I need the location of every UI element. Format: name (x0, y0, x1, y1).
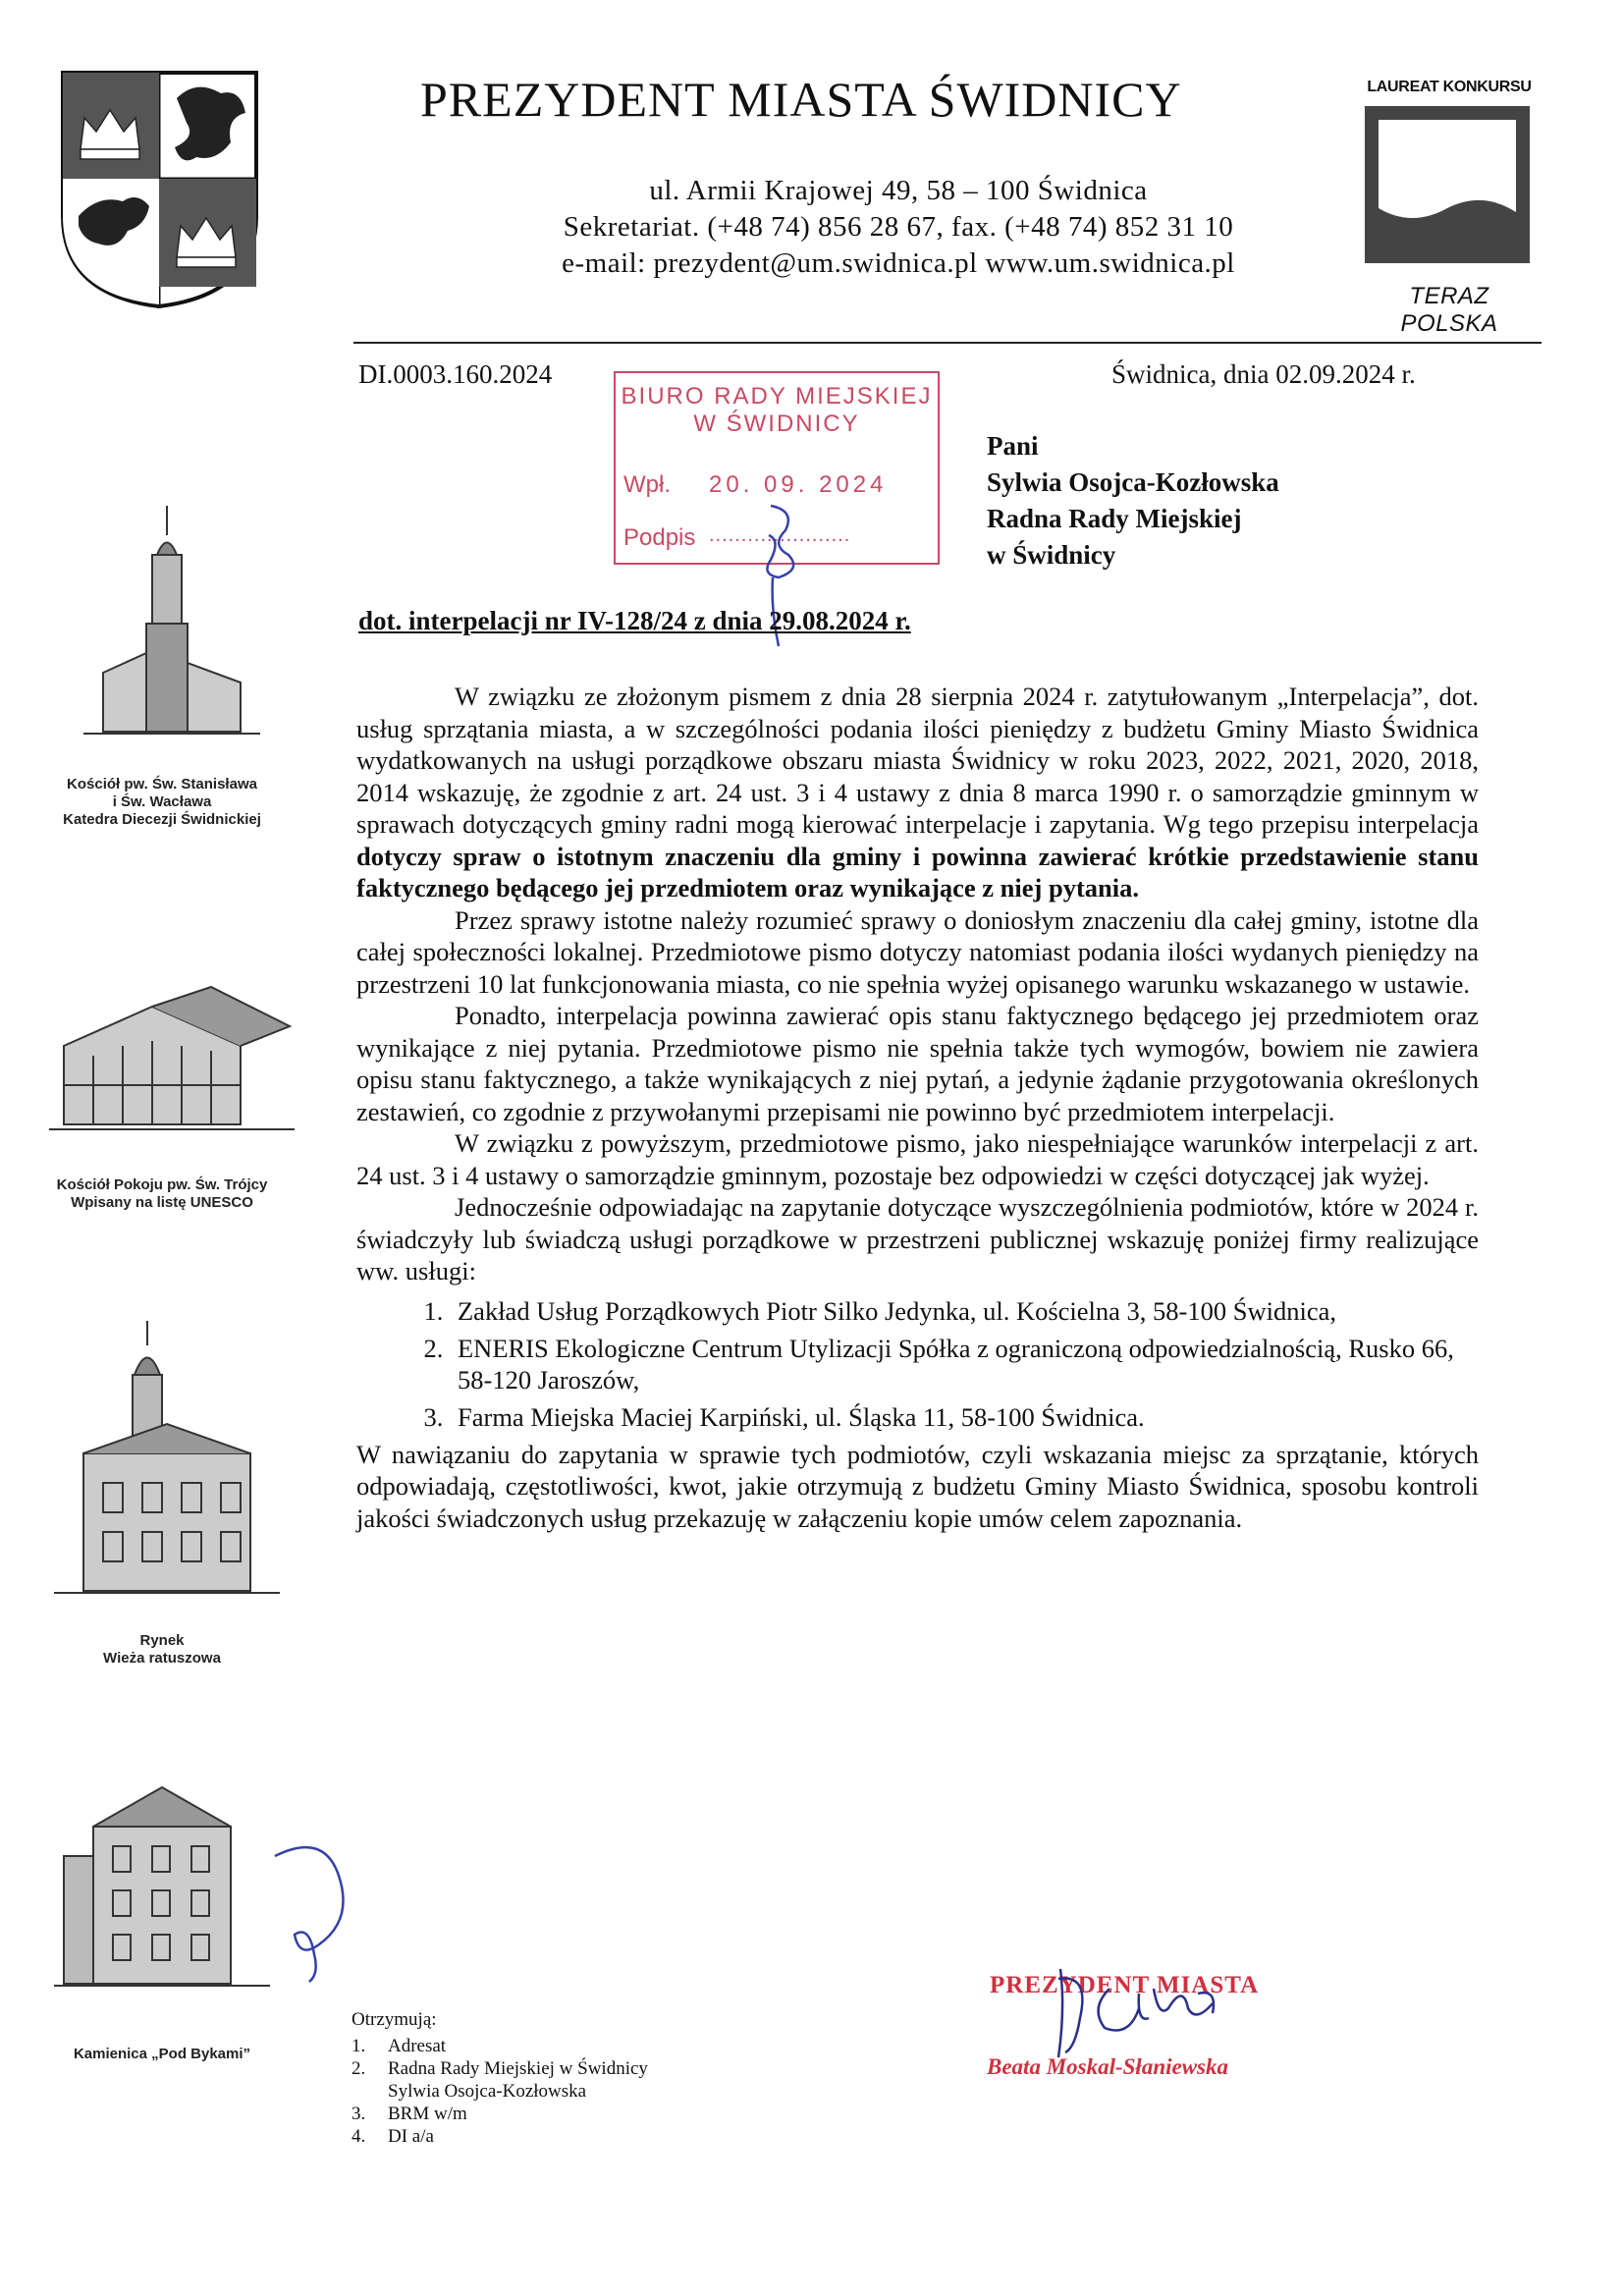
body-emphasis: dotyczy spraw o istotnym znaczeniu dla gminy i powinna zawierać krótkie przedstawienie stanu faktycznego będącego jej przedmiotem oraz wynikające z niej pytania. (356, 841, 1479, 902)
caption-church-of-peace: Kościół Pokoju pw. Św. Trójcy Wpisany na listę UNESCO (56, 1176, 268, 1211)
pod-bykami-drawing (44, 1768, 280, 1994)
president-signature (1021, 1949, 1247, 2097)
body-paragraph-5: Jednocześnie odpowiadając na zapytanie dotyczące wyszczególnienia podmiotów, które w 2024 r. świadczyły lub świadczą usługi porządkowe w przestrzeni publicznej wskazuję poniżej firmy realizujące ww. usługi: (356, 1192, 1479, 1285)
letter-subject: dot. interpelacji nr IV-128/24 z dnia 29.08.2024 r. (358, 606, 911, 635)
stamp-signature-label: Podpis (623, 524, 696, 551)
body-paragraph-4: W związku z powyższym, przedmiotowe pismo, jako niespełniające warunków interpelacji z art. 24 ust. 3 i 4 ustawy o samorządzie gminnym, pozostaje bez odpowiedzi w części dotyczącej jak wyżej. (356, 1128, 1479, 1190)
president-stamp-name: Beata Moskal-Słaniewska (987, 2054, 1229, 2079)
recipient-salutation: Pani (987, 431, 1039, 461)
recipient-role: Radna Rady Miejskiej (987, 504, 1242, 533)
recipient-block (987, 428, 1279, 574)
company-item: 1. Zakład Usług Porządkowych Piotr Silko Jedynka, ul. Kościelna 3, 58-100 Świdnica, (450, 1295, 1479, 1327)
recipient-city: w Świdnicy (987, 540, 1116, 570)
receivers-list (352, 2008, 648, 2148)
town-hall-drawing (44, 1316, 290, 1611)
company-item: 2. ENERIS Ekologiczne Centrum Utylizacji Spółka z ograniczoną odpowiedzialnością, Rusko 66, 58-120 Jaroszów, (450, 1333, 1479, 1395)
award-label: LAUREAT KONKURSU (1367, 79, 1532, 95)
caption-cathedral: Kościół pw. Św. Stanisława i Św. Wacława Katedra Diecezji Świdnickiej (63, 776, 261, 828)
cathedral-drawing (44, 496, 280, 771)
body-paragraph-1: W związku ze złożonym pismem z dnia 28 sierpnia 2024 r. zatytułowanym „Interpelacja”, dot. usług sprzątania miasta, a w szczególności podania ilości pieniędzy z budżetu Gminy Miasto Świdnica wydatkowanych na usługi porządkowe obszaru miasta Świdnicy w roku 2023, 2022, 2021, 2020, 2018, 2014 wskazuję, że zgodnie z art. 24 ust. 3 i 4 ustawy z dnia 8 marca 1990 r. o samorządzie gminnym w sprawach dotyczących gminy radni mogą kierować interpelacje i zapytania. Wg tego przepisu interpelacja dotyczy spraw o istotnym znaczeniu dla gminy i powinna zawierać krótkie przedstawienie stanu faktycznego będącego jej przedmiotem oraz wynikające z niej pytania. (356, 682, 1479, 902)
receiver-item-subline: Sylwia Osojca-Kozłowska (388, 2081, 587, 2102)
letter-date: Świdnica, dnia 02.09.2024 r. (1111, 359, 1416, 389)
receiver-item: 4. DI a/a (352, 2126, 434, 2147)
letterhead-title: PREZYDENT MIASTA ŚWIDNICY (420, 72, 1182, 127)
caption-pod-bykami: Kamienica „Pod Bykami” (73, 2046, 251, 2062)
caption-town-hall: Rynek Wieża ratuszowa (103, 1632, 221, 1667)
receiver-item: 2. Radna Rady Miejskiej w Świdnicy (352, 2058, 648, 2079)
coat-of-arms (59, 69, 260, 309)
reference-number: DI.0003.160.2024 (358, 359, 553, 389)
receiver-item: 1. Adresat (352, 2036, 447, 2056)
letter-body (356, 681, 1479, 1534)
stamp-received-date: 20. 09. 2024 (709, 471, 888, 498)
award-name: TERAZ POLSKA (1400, 283, 1498, 337)
body-paragraph-2: Przez sprawy istotne należy rozumieć sprawy o doniosłym znaczeniu dla całej gminy, istotne dla całej społeczności lokalnej. Przedmiotowe pismo dotyczy natomiast podania ilości wydanych pieniędzy na przestrzeni 10 lat funkcjonowania miasta, co nie spełnia wyżej opisanego warunku wskazanego w ustawie. (356, 904, 1479, 999)
president-stamp-title: PREZYDENT MIASTA (990, 1972, 1260, 1998)
stamp-line-2: W ŚWIDNICY (693, 410, 860, 437)
letterhead-address (471, 173, 1325, 282)
church-of-peace-drawing (44, 967, 299, 1144)
contact-phone-line: Sekretariat. (+48 74) 856 28 67, fax. (+48 74) 852 31 10 (563, 211, 1234, 243)
body-paragraph-3: Ponadto, interpelacja powinna zawierać opis stanu faktycznego będącego jej przedmiotem oraz wynikające z niej pytania. Przedmiotowe pismo nie spełnia także tych wymogów, bowiem nie zawiera opisu stanu faktycznego, a także wynikających z niej pytań, a jedynie żądanie przygotowania określonych zestawień, co zgodnie z przywołanymi przepisami nie powinno być przedmiotem interpelacji. (356, 1001, 1479, 1126)
header-divider (353, 342, 1542, 344)
recipient-name: Sylwia Osojca-Kozłowska (987, 467, 1279, 497)
companies-list (356, 1295, 1479, 1433)
margin-handwritten-mark (265, 1836, 363, 1984)
receivers-title: Otrzymują: (352, 2009, 437, 2030)
contact-email-line: e-mail: prezydent@um.swidnica.pl www.um.swidnica.pl (562, 247, 1235, 279)
stamp-received-label: Wpł. (623, 471, 671, 498)
teraz-polska-logo (1365, 106, 1530, 263)
stamp-line-1: BIURO RADY MIEJSKIEJ (621, 383, 933, 410)
receiver-item: 3. BRM w/m (352, 2104, 467, 2124)
stamp-signature-dots: ...................... (709, 524, 851, 546)
address-line: ul. Armii Krajowej 49, 58 – 100 Świdnica (649, 175, 1148, 206)
company-item: 3. Farma Miejska Maciej Karpiński, ul. Śląska 11, 58-100 Świdnica. (450, 1401, 1479, 1433)
body-paragraph-6: W nawiązaniu do zapytania w sprawie tych podmiotów, czyli wskazania miejsc za sprzątanie, których odpowiadają, częstotliwości, kwot, jakie otrzymują z budżetu Gminy Miasto Świdnica, sposobu kontroli jakości świadczonych usług przekazuję w załączeniu kopie umów celem zapoznania. (356, 1439, 1479, 1533)
